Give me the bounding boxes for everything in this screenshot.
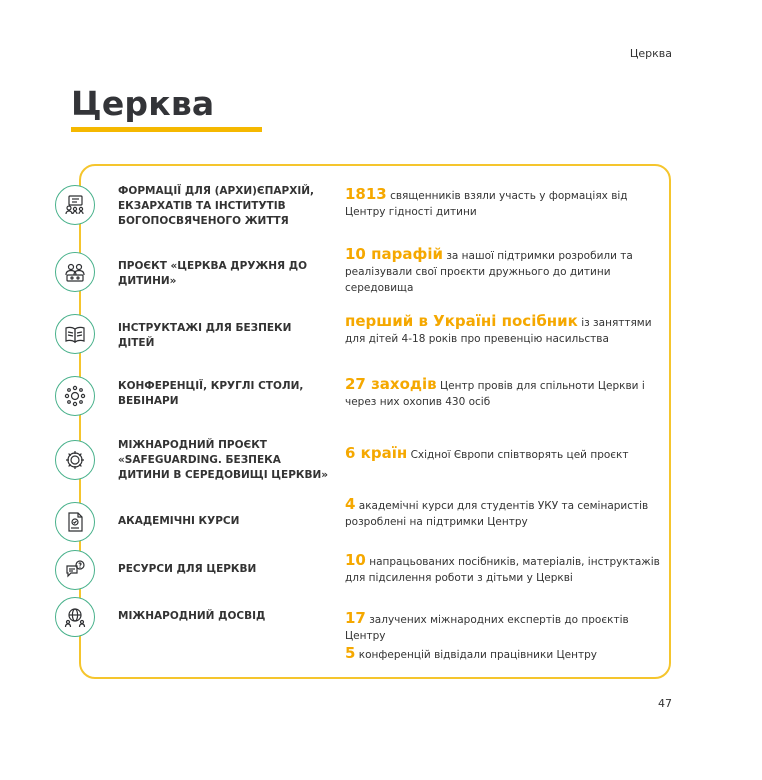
- stat-number: 5: [345, 644, 356, 662]
- round-table-icon: [55, 376, 95, 416]
- row-stat: [345, 186, 663, 220]
- row-stat: [345, 313, 663, 347]
- stat-text: напрацьованих посібників, матеріалів, інструктажів для підсилення роботи з дітьми у Церкві: [345, 556, 660, 584]
- row-label: ПРОЄКТ «ЦЕРКВА ДРУЖНЯ ДО ДИТИНИ»: [118, 260, 308, 287]
- running-head: Церква: [629, 47, 672, 60]
- chat-bubbles-icon: [55, 550, 95, 590]
- globe-people-icon: [55, 597, 95, 637]
- stat-number: 27 заходів: [345, 375, 437, 393]
- row-stat: [345, 445, 663, 463]
- presentation-icon: [55, 185, 95, 225]
- stat-text: конференцій відвідали працівники Центру: [358, 649, 597, 661]
- row-label: РЕСУРСИ ДЛЯ ЦЕРКВИ: [118, 563, 257, 575]
- row-label: МІЖНАРОДНИЙ ПРОЄКТ «SAFEGUARDING. БЕЗПЕКА ДИТИНИ В СЕРЕДОВИЩІ ЦЕРКВИ»: [118, 439, 329, 481]
- church-community-icon: [55, 252, 95, 292]
- stat-number: 4: [345, 495, 356, 513]
- course-document-icon: [55, 502, 95, 542]
- stat-number: 17: [345, 609, 366, 627]
- stat-number: 10 парафій: [345, 245, 443, 263]
- row-label: ІНСТРУКТАЖІ ДЛЯ БЕЗПЕКИ ДІТЕЙ: [118, 322, 292, 349]
- open-book-icon: [55, 314, 95, 354]
- row-label: МІЖНАРОДНИЙ ДОСВІД: [118, 610, 266, 622]
- stat-number: перший в Україні посібник: [345, 312, 578, 330]
- content-frame: [79, 164, 671, 679]
- stat-text: священників взяли участь у формаціях від Центру гідності дитини: [345, 190, 628, 218]
- row-stat: [345, 496, 663, 530]
- row-label: ФОРМАЦІЇ ДЛЯ (АРХИ)ЄПАРХІЙ, ЕКЗАРХАТІВ ТА ІНСТИТУТІВ БОГОПОСВЯЧЕНОГО ЖИТТЯ: [118, 185, 315, 227]
- stat-text: залучених міжнародних експертів до проєктів Центру: [345, 614, 629, 642]
- page-title: Церква: [71, 84, 215, 123]
- stat-text: академічні курси для студентів УКУ та семінаристів розроблені на підтримки Центру: [345, 500, 649, 528]
- stat-number: 1813: [345, 185, 387, 203]
- stat-number: 6 країн: [345, 444, 408, 462]
- row-stat: [345, 246, 663, 296]
- row-label: КОНФЕРЕНЦІЇ, КРУГЛІ СТОЛИ, ВЕБІНАРИ: [118, 380, 304, 407]
- gear-globe-icon: [55, 440, 95, 480]
- row-stat: [345, 645, 663, 663]
- row-stat: [345, 610, 663, 644]
- stat-text: із заняттями для дітей 4-18 років про превенцію насильства: [345, 317, 652, 345]
- row-stat: [345, 376, 663, 410]
- stat-text: Східної Європи співтворять цей проєкт: [410, 449, 629, 461]
- stat-text: за нашої підтримки розробили та реалізували свої проєкти дружнього до дитини середовища: [345, 250, 633, 294]
- stat-text: Центр провів для спільноти Церкви і через них охопив 430 осіб: [345, 380, 645, 408]
- row-stat: [345, 552, 663, 586]
- page-number: 47: [658, 697, 672, 710]
- stat-number: 10: [345, 551, 366, 569]
- row-label: АКАДЕМІЧНІ КУРСИ: [118, 515, 240, 527]
- title-underline: [71, 127, 262, 132]
